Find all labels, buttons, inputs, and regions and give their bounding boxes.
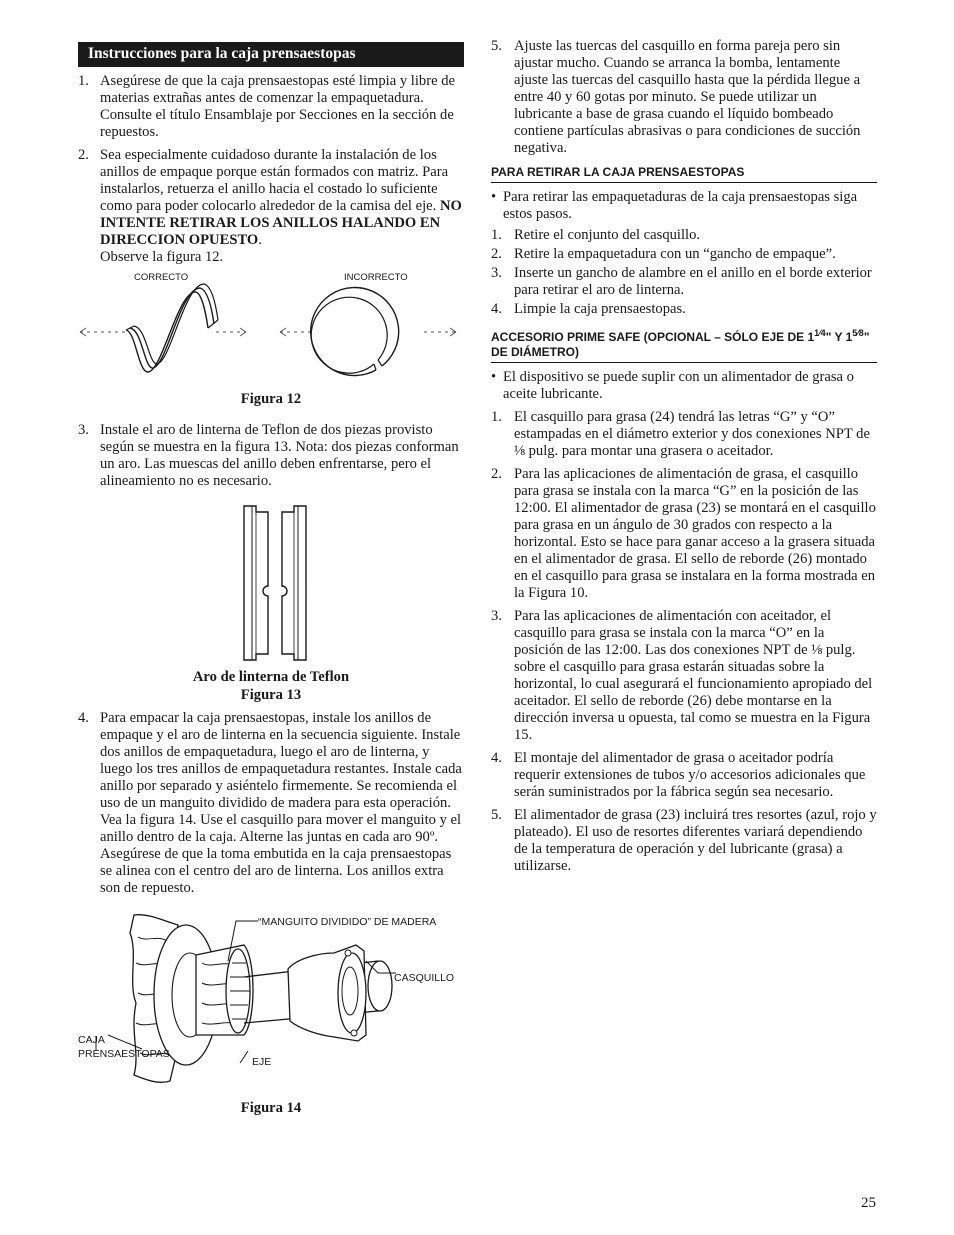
list-item: 5. Ajuste las tuercas del casquillo en forma pareja pero sin ajustar mucho. Cuando se arranca la bomba, lentamente ajuste las tuercas del casquillo hasta que la pérdida llegue a entre 40 y 60 gotas por minuto. Se puede utilizar un lubricante a base de grasa cuando el líquido bombeado contiene partículas abrasivas o para condiciones de succión negativa.	[491, 38, 861, 156]
figure-14	[78, 903, 464, 1117]
label-correct: CORRECTO	[134, 272, 189, 283]
figure-13	[78, 496, 464, 704]
list-item: 3. Inserte un gancho de alambre en el anillo en el borde exterior para retirar el aro de linterna.	[491, 265, 872, 298]
list-item: 2. Retire la empaquetadura con un “gancho de empaque”.	[491, 246, 836, 262]
right-column	[491, 38, 877, 881]
figure-13-caption-1: Aro de linterna de Teflon	[192, 669, 350, 685]
label-incorrect: INCORRECTO	[344, 272, 408, 283]
label-sleeve: “MANGUITO DIVIDIDO” DE MADERA	[258, 916, 437, 928]
list-item: 1. El casquillo para grasa (24) tendrá las letras “G” y “O” estampadas en el diámetro exterior y dos conexiones NPT de ⅛ pulg. para montar una grasera o aceitador.	[491, 409, 870, 459]
list-item: 5. El alimentador de grasa (23) incluirá tres resortes (azul, rojo y plateado). El uso de resortes diferentes variará dependiendo de la temperatura de operación y del lubricante (grasa) a utilizarse.	[491, 807, 877, 874]
figure-12	[78, 272, 464, 408]
section-title: Instrucciones para la caja prensaestopas	[78, 42, 464, 67]
list-item: 2. Sea especialmente cuidadoso durante la instalación de los anillos de empaque porque están formados con matriz. Para instalarlos, retuerza el anillo hacia el costado lo suficiente como para poder colocarlo alrededor de la camisa del eje. NO INTENTE RETIRAR LOS ANILLOS HALANDO EN DIRECCION OPUESTO. Observe la figura 12.	[78, 147, 462, 265]
heading-remove-packing: PARA RETIRAR LA CAJA PRENSAESTOPAS	[491, 165, 877, 183]
heading-prime-safe: ACCESORIO PRIME SAFE (OPCIONAL – SÓLO EJE DE $1^{1⁄4}$" Y $1^{5⁄8}$" DE DIÁMETRO)	[491, 326, 877, 363]
list-item: 4. Limpie la caja prensaestopas.	[491, 301, 686, 317]
figure-13-caption-2: Figura 13	[240, 687, 302, 703]
label-gland: CASQUILLO	[394, 972, 455, 984]
page-number: 25	[861, 1195, 876, 1211]
list-item: 3. Instale el aro de linterna de Teflon de dos piezas provisto según se muestra en la figura 13. Nota: dos piezas conforman un aro. Las muescas del anillo deben enfrentarse, pero el alineamiento no es necesario.	[78, 422, 459, 489]
label-shaft: EJE	[252, 1056, 272, 1068]
list-item: 1. Retire el conjunto del casquillo.	[491, 227, 701, 243]
list-item: 3. Para las aplicaciones de alimentación con aceitador, el casquillo para grasa se instala con la marca “O” en la posición de las 12:00. Las dos conexiones NPT de ⅛ pulg. sobre el casquillo para grasa estarán situadas sobre la horizontal, lo cual asegurará el funcionamiento apropiado del aceitador. El sello de reborde (26) debe montarse en la dirección inversa u opuesta, tal como se muestra en la Figura 15.	[491, 608, 873, 743]
label-stuffing-box-1: CAJA	[78, 1034, 105, 1046]
list-item: 1. Asegúrese de que la caja prensaestopas esté limpia y libre de materias extrañas antes de comenzar la empaquetadura. Consulte el título Ensamblaje por Secciones en la sección de repuestos.	[78, 73, 455, 140]
list-item: 4. Para empacar la caja prensaestopas, instale los anillos de empaque y el aro de linterna en la secuencia siguiente. Instale dos anillos de empaquetadura, luego el aro de linterna, y luego los tres anillos de empaquetadura restantes. Instale cada anillo por separado y asiéntelo firmemente. Se recomienda el uso de un manguito dividido de madera para esta operación. Vea la figura 14. Use el casquillo para mover el manguito y el anillo dentro de la caja. Alterne las juntas en cada aro 90º. Asegúrese de que la toma embutida en la caja prensaestopas se alinea con el centro del aro de linterna. Los anillos extra son de repuesto.	[78, 710, 462, 896]
left-column	[78, 38, 464, 1117]
figure-12-caption: Figura 12	[240, 391, 302, 407]
label-stuffing-box-2: PRENSAESTOPAS	[78, 1048, 170, 1060]
warning-text: NO INTENTE RETIRAR LOS ANILLOS HALANDO EN DIRECCION OPUESTO	[100, 198, 462, 248]
list-item: 4. El montaje del alimentador de grasa o aceitador podría requerir extensiones de tubos y/o accesorios adicionales que serán suministrados por la fábrica según sea necesario.	[491, 750, 866, 800]
bullet-item: • El dispositivo se puede suplir con un alimentador de grasa o aceite lubricante.	[491, 369, 854, 402]
list-item: 2. Para las aplicaciones de alimentación de grasa, el casquillo para grasa se instala con la marca “G” en la posición de las 12:00. El alimentador de grasa (23) se montará en el casquillo para grasa en un ángulo de 30 grados con respecto a la horizontal. Esto se hace para ganar acceso a la grasera situada en el alimentador de grasa. El sello de reborde (26) montado en el casquillo para grasa se instalara en la forma mostrada en la Figura 10.	[491, 466, 876, 601]
figure-13-drawing	[78, 496, 464, 668]
figure-14-drawing	[78, 903, 464, 1091]
figure-14-caption: Figura 14	[240, 1100, 302, 1116]
bullet-item: • Para retirar las empaquetaduras de la caja prensaestopas siga estos pasos.	[491, 189, 858, 222]
figure-12-drawing	[78, 272, 464, 390]
